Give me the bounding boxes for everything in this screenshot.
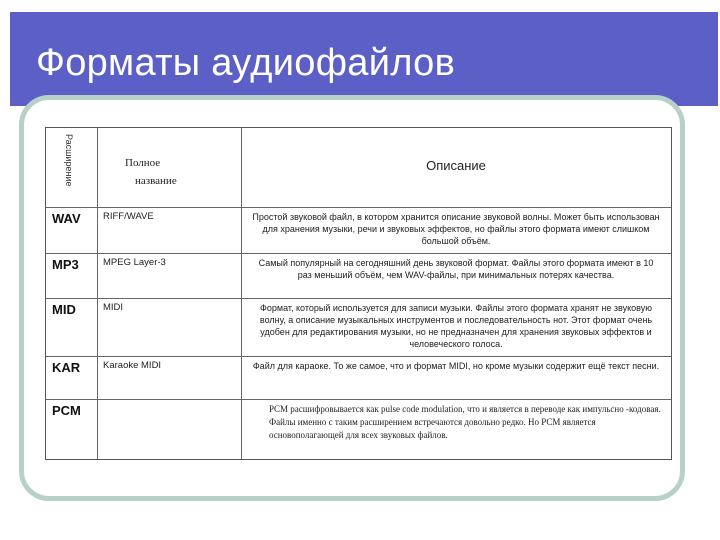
table-row [46, 298, 671, 357]
title-bar [10, 12, 718, 106]
row-extension: WAV [52, 211, 81, 226]
header-extension: Расширение [64, 134, 74, 187]
header-description: Описание [426, 158, 486, 173]
row-description: Самый популярный на сегодняшний день звуковой формат. Файлы этого формата имеют в 10 раз меньший объём, чем WAV-файлы, при минимальных потерях качества. [258, 258, 654, 281]
row-extension: PCM [52, 403, 81, 418]
row-description: PCM расшифровывается как pulse code modulation, что и является в переводе как импульсно -кодовая. Файлы именно с таким расширением встречаются довольно редко. Но PCM является основополагающей для всех звуковых файлов. [269, 404, 661, 441]
column-divider [97, 399, 98, 459]
row-full-name [97, 399, 241, 403]
header-full-name-cell [97, 128, 241, 207]
row-full-name: RIFF/WAVE [103, 211, 154, 222]
row-full-name: MPEG Layer-3 [103, 257, 166, 268]
row-full-name: Karaoke MIDI [103, 360, 162, 371]
slide-title: Форматы аудиофайлов [36, 42, 456, 84]
row-extension: KAR [52, 360, 81, 375]
formats-table [45, 127, 672, 460]
row-extension: MP3 [52, 257, 79, 272]
row-full-name: MIDI [103, 302, 124, 313]
table-header-row [46, 128, 671, 208]
row-description: Файл для караоке. То же самое, что и формат MIDI, но кроме музыки содержит ещё текст песни. [252, 361, 660, 371]
table-row [46, 207, 671, 254]
table-row [46, 356, 671, 400]
row-extension: MID [52, 302, 76, 317]
row-description: Простой звуковой файл, в котором хранится описание звуковой волны. Может быть использован для хранения музыки, речи и звуковых эффектов, но файлы этого формата имеют слишком большой объём. [252, 212, 660, 247]
row-description: Формат, который используется для записи музыки. Файлы этого формата хранят не звуковую волну, а описание музыкальных инструментов и последовательность нот. Этот формат очень удобен для редактирования музыки, но не предназначен для хранения звуковых эффектов и человеческого голоса. [259, 303, 653, 350]
header-description-cell [241, 128, 671, 207]
header-full-name-line1: Полное [125, 157, 161, 169]
table-row [46, 253, 671, 299]
header-full-name-line2: название [135, 175, 177, 188]
header-extension-cell [46, 128, 97, 207]
table-row [46, 399, 671, 459]
